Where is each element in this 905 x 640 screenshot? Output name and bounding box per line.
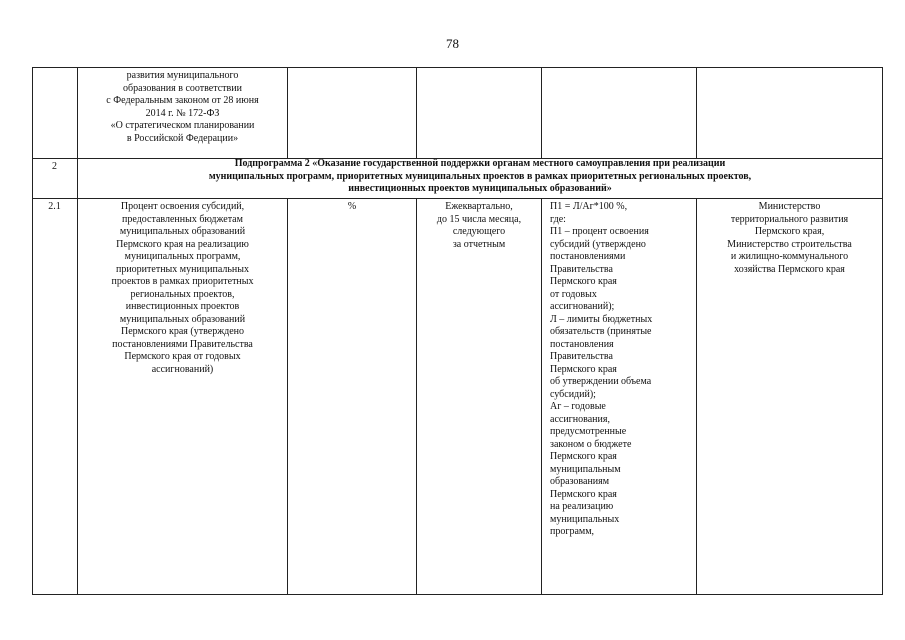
table-border-right [882,67,883,595]
column-divider [541,198,542,595]
page-number: 78 [446,36,459,51]
column-divider [696,67,697,158]
column-divider [287,67,288,158]
table-border-bottom [32,594,883,595]
table-border-left [32,67,33,595]
unit-of-measure: % [347,201,357,212]
row-number: 2.1 [48,201,61,212]
column-divider [416,67,417,158]
subprogram-number: 2 [52,161,57,172]
calculation-formula: П1 = Л/Аг*100 %, где: П1 – процент освоения субсидий (утверждено постановлениями Правительства Пермского края от годовых ассигнований); Л – лимиты бюджетных обязательств (принятые постановления Правительства Пермского края об утверждении объема субсидий); Аг – годовые ассигнования, предусмотренные законом о бюджете Пермского края муниципальным образованиям Пермского края на реализацию муниципальных программ, [550,201,653,537]
responsible-authority: Министерство территориального развития Пермского края, Министерство строительства и жилищно-коммунального хозяйства Пермского края [727,201,852,275]
row-divider [32,198,883,199]
subprogram-title: Подпрограмма 2 «Оказание государственной поддержки органам местного самоуправления при реализации муниципальных программ, приоритетных муниципальных проектов в рамках приоритетных региональных проектов, инвестиционных проектов муниципальных образований» [208,158,752,194]
indicators-table [32,67,883,595]
column-divider [287,198,288,595]
column-divider [416,198,417,595]
continuation-indicator-text: развития муниципального образования в соответствии с Федеральным законом от 28 июня 2014 г. № 172-ФЗ «О стратегическом планировании в Российской Федерации» [106,70,259,144]
indicator-name: Процент освоения субсидий, предоставленных бюджетам муниципальных образований Пермского края на реализацию муниципальных программ, приоритетных муниципальных проектов в рамках приоритетных региональных проектов, инвестиционных проектов муниципальных образований Пермского края (утверждено постановлениями Правительства Пермского края от годовых ассигнований) [111,201,254,375]
periodicity: Ежеквартально, до 15 числа месяца, следующего за отчетным [436,201,522,250]
table-border-top [32,67,883,68]
column-divider [541,67,542,158]
